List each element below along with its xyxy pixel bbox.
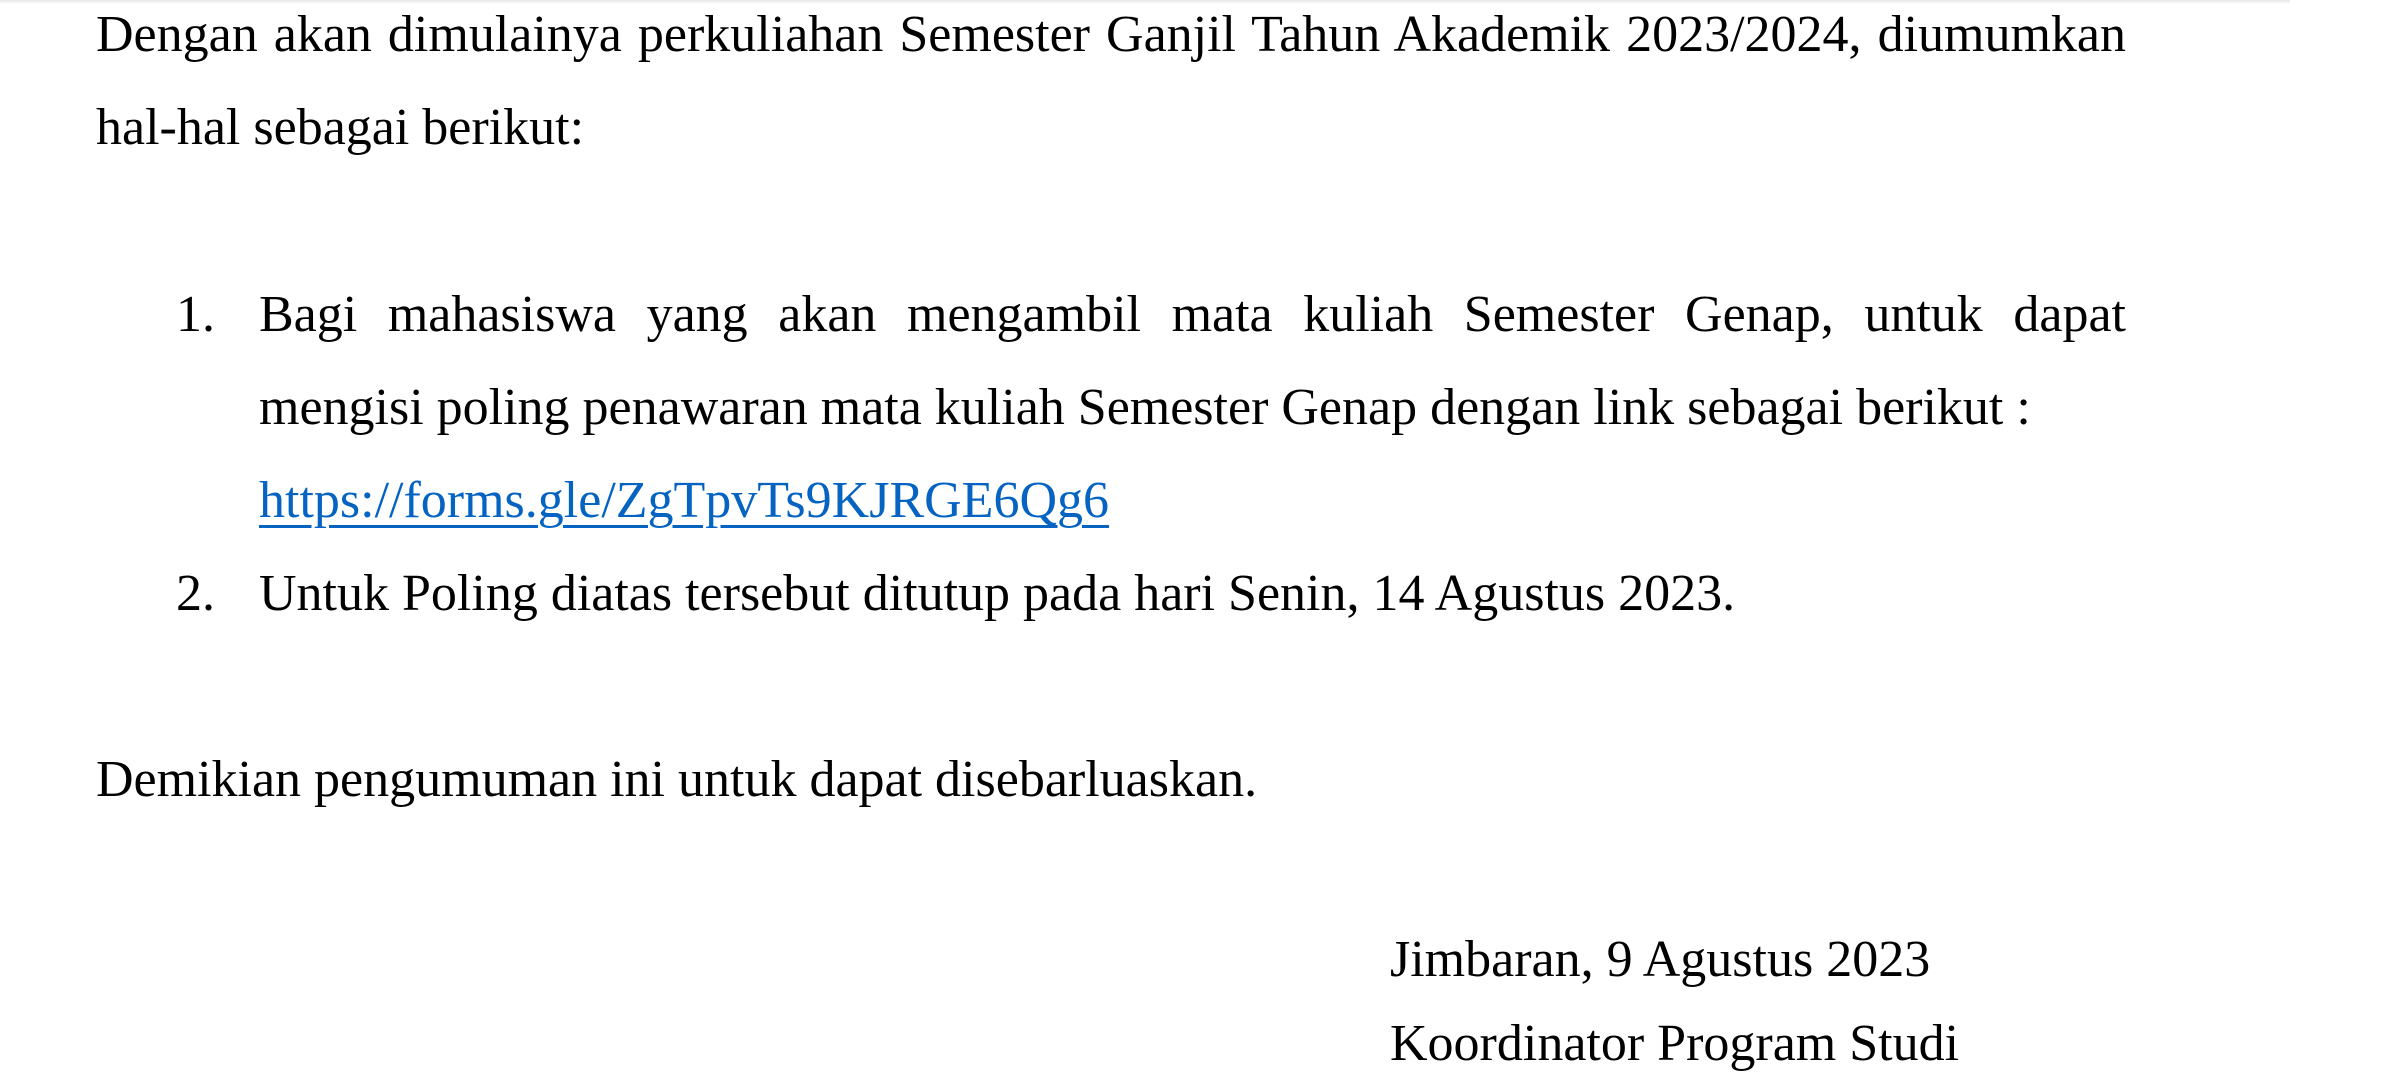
list-item [96,547,2126,640]
signature-block [1390,918,1959,1086]
list-item-number: 1. [176,286,215,343]
announcement-list [96,268,2126,640]
poll-form-link[interactable]: https://forms.gle/ZgTpvTs9KJRGE6Qg6 [259,472,1110,529]
list-item [96,268,2126,547]
list-item-number: 2. [176,565,215,622]
list-item-text: Bagi mahasiswa yang akan mengambil mata kuliah Semester Genap, untuk dapat mengisi poling penawaran mata kuliah Semester Genap dengan link sebagai berikut : [259,286,2126,436]
list-item-text: Untuk Poling diatas tersebut ditutup pada hari Senin, 14 Agustus 2023. [259,565,1736,622]
closing-paragraph: Demikian pengumuman ini untuk dapat disebarluaskan. [96,751,1258,808]
signature-place-date: Jimbaran, 9 Agustus 2023 [1390,931,1931,988]
signature-title: Koordinator Program Studi [1390,1015,1960,1072]
intro-paragraph: Dengan akan dimulainya perkuliahan Semester Ganjil Tahun Akademik 2023/2024, diumumkan hal-hal sebagai berikut: [96,6,2126,156]
